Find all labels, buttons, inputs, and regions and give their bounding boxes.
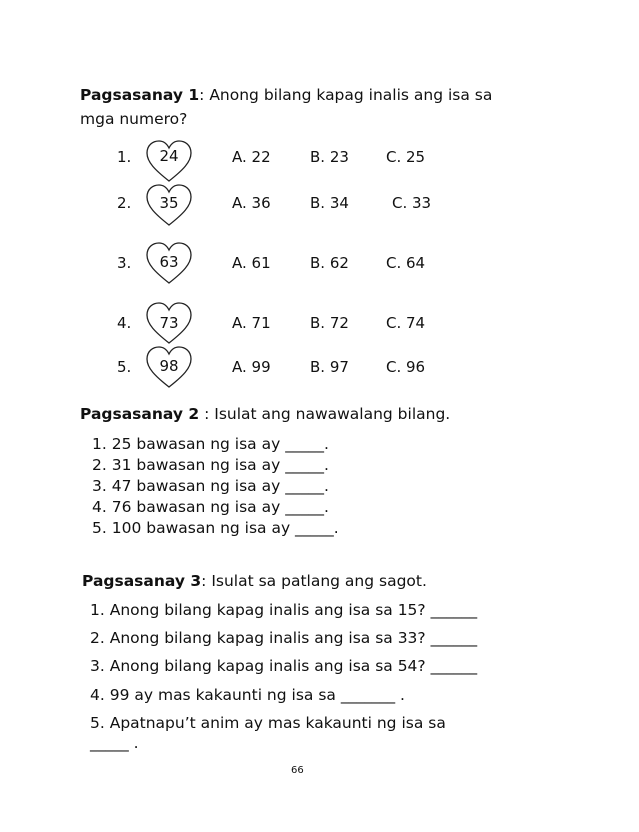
heart-shape [145, 302, 193, 346]
option-b: B. 62 [310, 254, 349, 272]
heart-value: 24 [159, 147, 179, 165]
option-a: A. 99 [232, 358, 271, 376]
pagsasanay-1-title-cont: mga numero? [80, 110, 188, 128]
option-b: B. 34 [310, 194, 349, 212]
list-item: 5. 100 bawasan ng isa ay _____. [92, 519, 339, 537]
option-a: A. 71 [232, 314, 271, 332]
list-item: 2. 31 bawasan ng isa ay _____. [92, 456, 329, 474]
p1-item-3 [0, 242, 639, 282]
heart-shape [145, 242, 193, 286]
item-number: 5. [117, 358, 132, 376]
option-a: A. 61 [232, 254, 271, 272]
option-b: B. 97 [310, 358, 349, 376]
list-item: 3. Anong bilang kapag inalis ang isa sa 54? ______ [90, 657, 478, 675]
heart-shape [145, 346, 193, 390]
pagsasanay-1-title [80, 82, 492, 108]
p1-item-2 [0, 184, 639, 224]
pagsasanay-3-label: Pagsasanay 3 [82, 572, 202, 590]
pagsasanay-1-instruction: : Anong bilang kapag inalis ang isa sa [199, 86, 493, 104]
option-c: C. 96 [386, 358, 426, 376]
pagsasanay-3-instruction: : Isulat sa patlang ang sagot. [201, 572, 427, 590]
heart-value: 35 [159, 194, 179, 212]
list-item: 5. Apatnapu’t anim ay mas kakaunti ng isa sa [90, 714, 446, 732]
item-number: 2. [117, 194, 132, 212]
option-a: A. 22 [232, 148, 271, 166]
option-b: B. 72 [310, 314, 349, 332]
pagsasanay-3-title [82, 568, 427, 594]
heart-value: 63 [159, 253, 179, 271]
list-item: 3. 47 bawasan ng isa ay _____. [92, 477, 329, 495]
heart-shape [145, 140, 193, 184]
option-c: C. 64 [386, 254, 426, 272]
option-a: A. 36 [232, 194, 271, 212]
list-item: 2. Anong bilang kapag inalis ang isa sa 33? ______ [90, 629, 478, 647]
list-item-cont: _____ . [90, 734, 139, 752]
page-number: 66 [291, 765, 304, 776]
pagsasanay-2-title [80, 401, 450, 427]
pagsasanay-2-instruction: : Isulat ang nawawalang bilang. [199, 405, 451, 423]
item-number: 4. [117, 314, 132, 332]
option-b: B. 23 [310, 148, 349, 166]
list-item: 4. 76 bawasan ng isa ay _____. [92, 498, 329, 516]
heart-shape [145, 184, 193, 228]
list-item: 1. 25 bawasan ng isa ay _____. [92, 435, 329, 453]
list-item: 1. Anong bilang kapag inalis ang isa sa 15? ______ [90, 601, 478, 619]
p1-item-4 [0, 302, 639, 342]
heart-value: 73 [159, 314, 179, 332]
pagsasanay-2-list [92, 434, 339, 539]
p1-item-1 [0, 140, 639, 180]
pagsasanay-1-label: Pagsasanay 1 [80, 86, 200, 104]
item-number: 3. [117, 254, 132, 272]
heart-value: 98 [159, 357, 179, 375]
list-item: 4. 99 ay mas kakaunti ng isa sa _______ . [90, 686, 405, 704]
pagsasanay-2-label: Pagsasanay 2 [80, 405, 200, 423]
option-c: C. 25 [386, 148, 426, 166]
option-c: C. 33 [392, 194, 432, 212]
item-number: 1. [117, 148, 132, 166]
option-c: C. 74 [386, 314, 426, 332]
p1-item-5 [0, 346, 639, 386]
